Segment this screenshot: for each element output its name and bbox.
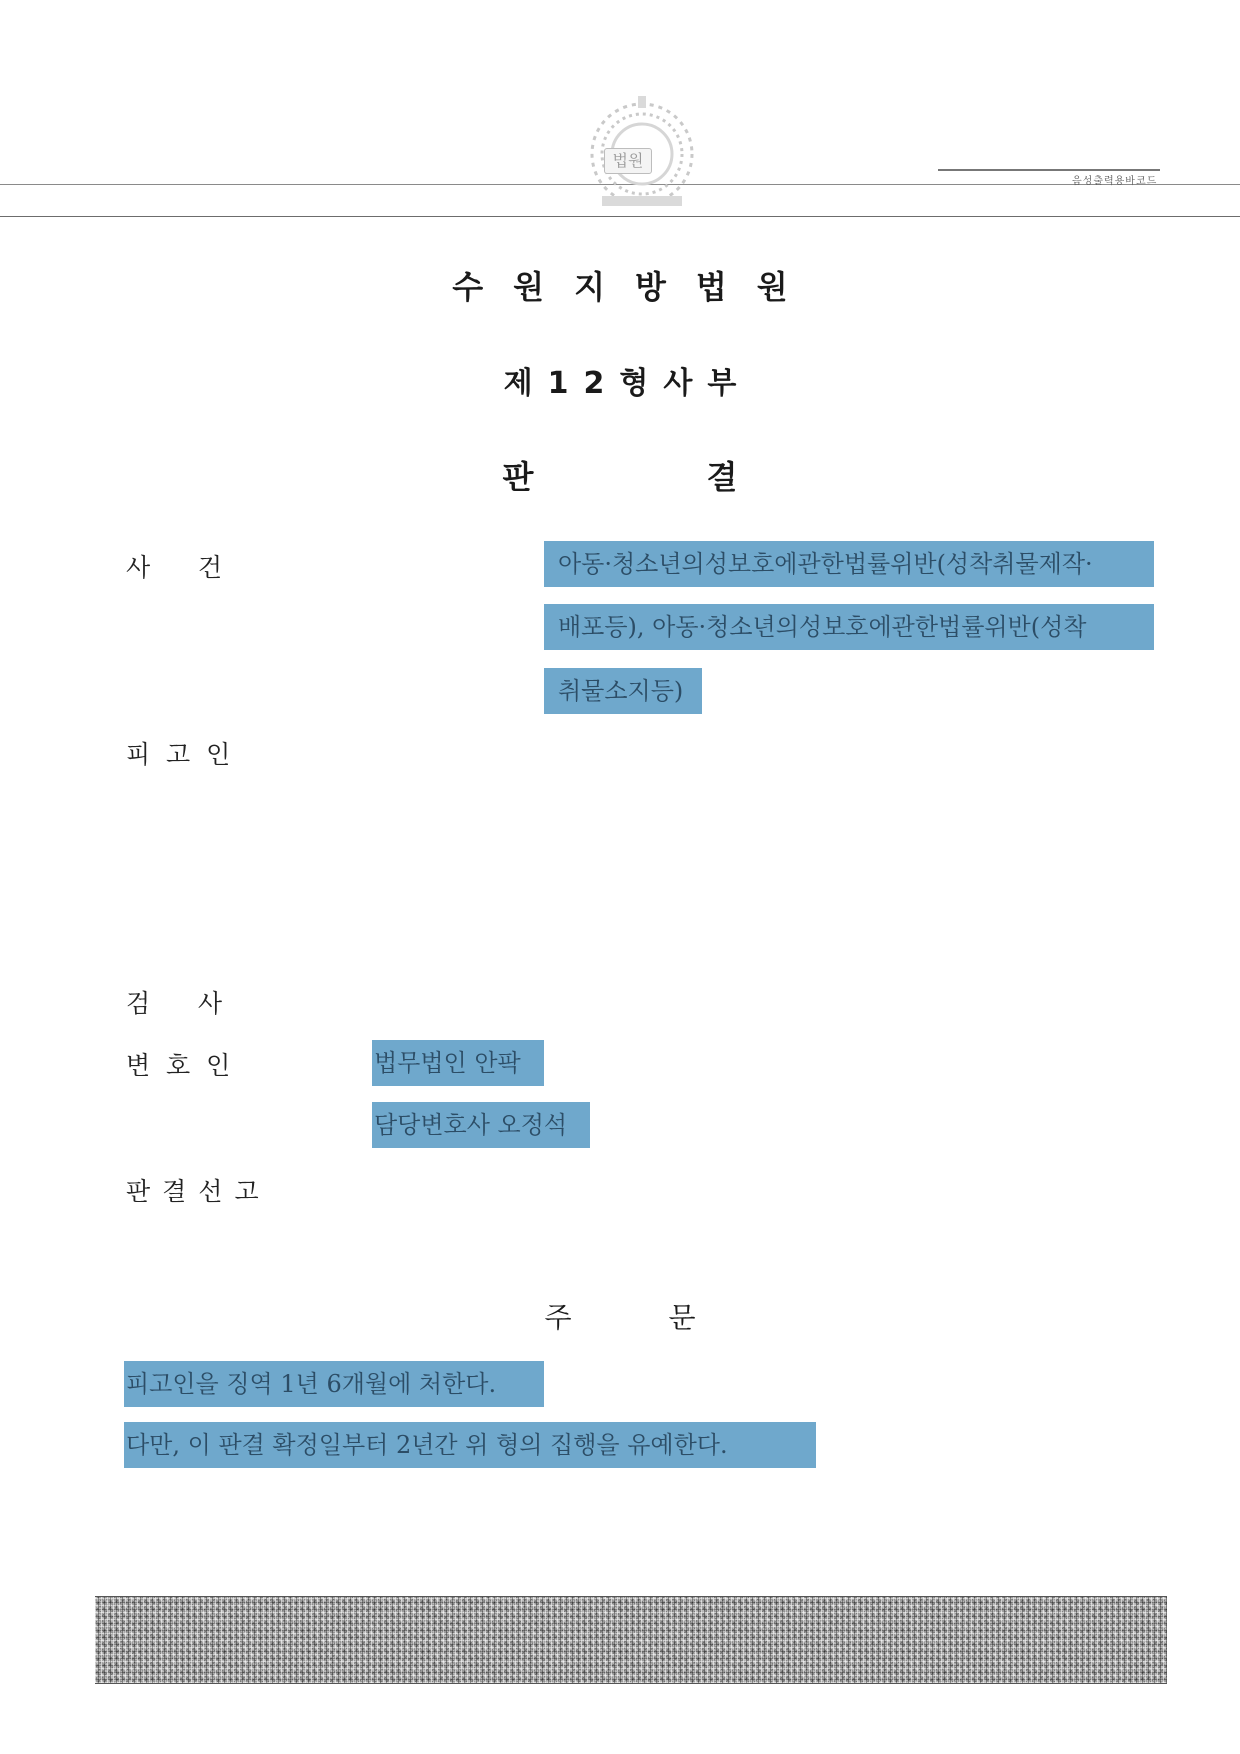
case-text-line-1: 아동·청소년의성보호에관한법률위반(성착취물제작·	[544, 541, 1154, 587]
counsel-attorney: 담당변호사 오정석	[372, 1102, 590, 1148]
case-label: 사 건	[126, 553, 222, 582]
header-rule-bottom	[0, 216, 1240, 217]
division-name: 제12형사부	[503, 366, 752, 401]
order-heading	[0, 1296, 1240, 1336]
court-seal-label: 법원	[604, 148, 652, 174]
order-heading-char-1: 주	[544, 1301, 572, 1334]
order-heading-char-2: 문	[668, 1301, 696, 1334]
sentencing-label: 판결선고	[126, 1177, 271, 1206]
court-name: 수원지방법원	[452, 268, 818, 306]
defendant-label: 피 고 인	[126, 740, 231, 769]
counsel-firm: 법무법인 안팍	[372, 1040, 544, 1086]
order-line-1: 피고인을 징역 1년 6개월에 처한다.	[124, 1361, 544, 1407]
prosecutor-label: 검 사	[126, 989, 222, 1018]
document-type-char-1: 판	[502, 458, 534, 496]
barcode-label: 음성출력용바코드	[1072, 176, 1158, 187]
document-type-char-2: 결	[706, 458, 738, 496]
redacted-noise-band	[95, 1596, 1167, 1684]
barcode-line	[938, 169, 1160, 171]
case-text-line-3: 취물소지등)	[544, 668, 702, 714]
counsel-label: 변 호 인	[126, 1051, 231, 1080]
document-type-title	[0, 452, 1240, 498]
order-line-2: 다만, 이 판결 확정일부터 2년간 위 형의 집행을 유예한다.	[124, 1422, 816, 1468]
case-text-line-2: 배포등), 아동·청소년의성보호에관한법률위반(성착	[544, 604, 1154, 650]
